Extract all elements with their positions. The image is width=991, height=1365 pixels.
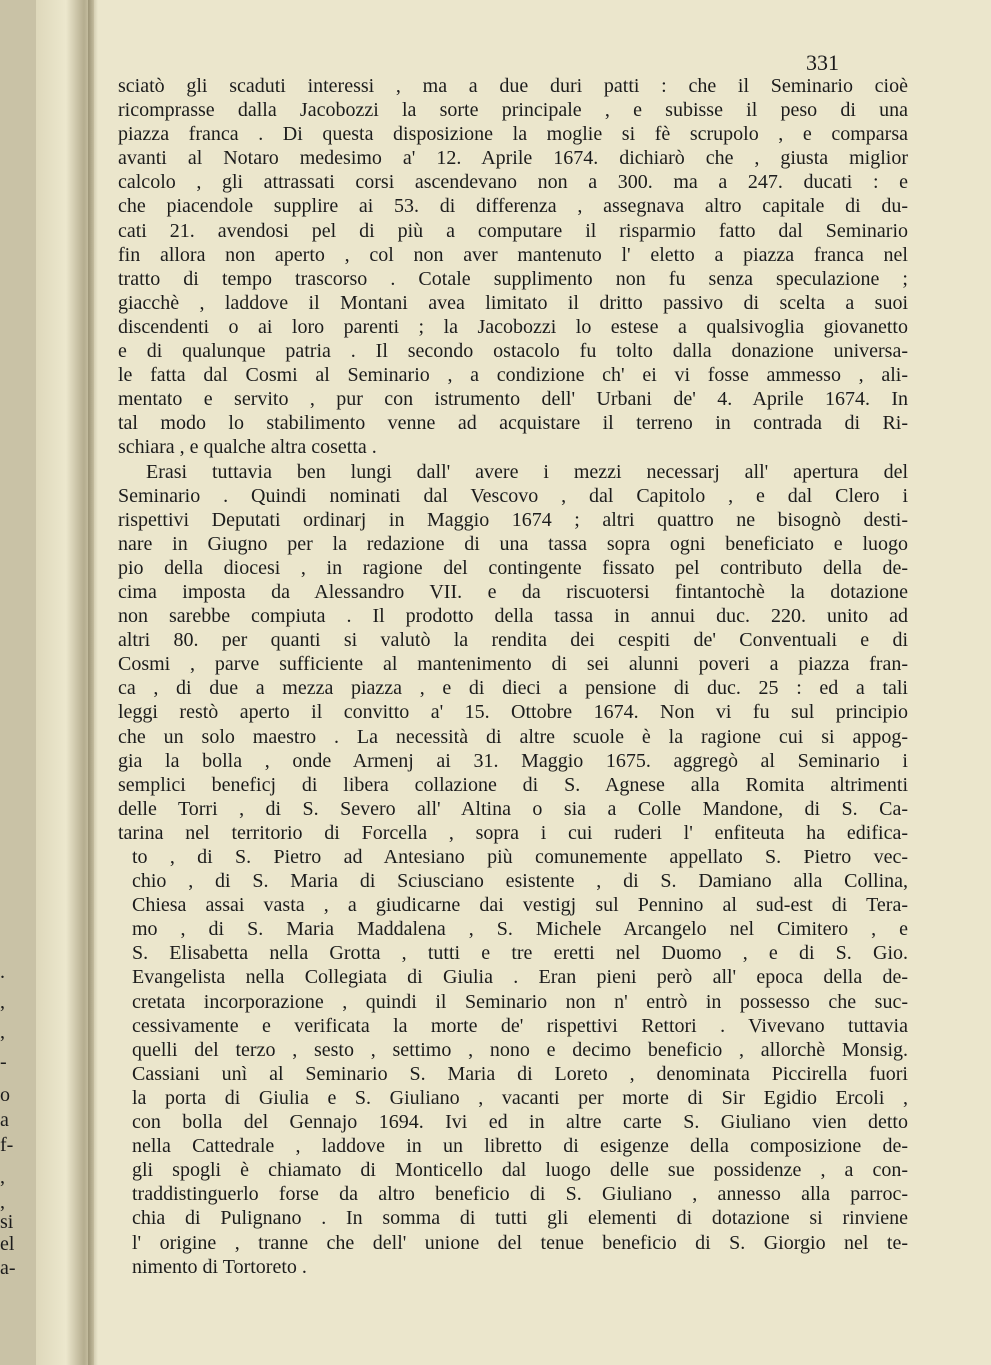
text-line-content: calcolo , gli attrassati corsi ascendevano non a 300. ma a 247. ducati : e	[118, 171, 908, 194]
page-number: 331	[806, 50, 839, 75]
text-line-content: Evangelista nella Collegiata di Giulia . Eran pieni però all' epoca della de-	[132, 966, 908, 989]
text-line-content: cessivamente e verificata la morte de' rispettivi Rettori . Vivevano tuttavia	[132, 1014, 908, 1037]
text-line-content: giacchè , laddove il Montani avea limitato il dritto passivo di scelta a suoi	[118, 291, 908, 314]
text-line-content: le fatta dal Cosmi al Seminario , a condizione ch' ei vi fosse ammesso , ali-	[118, 364, 908, 387]
page-fold-shadow	[88, 0, 98, 1365]
margin-fragment: .	[0, 961, 5, 983]
text-line	[118, 1255, 908, 1279]
text-line	[118, 797, 908, 821]
text-line-content: Chiesa assai vasta , a giudicarne dai vestigj sul Pennino al sud-est di Tera-	[132, 894, 908, 917]
text-line-content: delle Torri , di S. Severo all' Altina o sia a Colle Mandone, di S. Ca-	[118, 797, 908, 820]
margin-fragment: el	[0, 1233, 15, 1255]
text-line	[118, 122, 908, 146]
text-line-content: tal modo lo stabilimento venne ad acquistare il terreno in contrada di Ri-	[118, 412, 908, 435]
text-line	[118, 315, 908, 339]
text-line-content: Erasi tuttavia ben lungi dall' avere i mezzi necessarj all' apertura del	[146, 460, 908, 483]
text-line	[118, 1014, 908, 1038]
text-line-content: tratto di tempo trascorso . Cotale supplimento non fu senza speculazione ;	[118, 267, 908, 290]
text-line	[118, 773, 908, 797]
text-line-content: semplici beneficj di libera collazione di S. Agnese alla Romita altrimenti	[118, 773, 908, 796]
text-line	[118, 893, 908, 917]
text-line	[118, 484, 908, 508]
text-line	[118, 1038, 908, 1062]
text-line	[118, 363, 908, 387]
text-line	[118, 990, 908, 1014]
text-line	[118, 749, 908, 773]
text-line-content: chia di Pulignano . In somma di tutti gli elementi di dotazione si rinviene	[132, 1207, 908, 1230]
text-line	[118, 435, 908, 459]
text-line-content: Seminario . Quindi nominati dal Vescovo , dal Capitolo , e dal Clero i	[118, 484, 908, 507]
text-line-content: che piacendole supplire ai 53. di differenza , assegnava altro capitale di du-	[118, 195, 908, 218]
text-line	[118, 387, 908, 411]
margin-fragment: f-	[0, 1134, 14, 1156]
body-text	[118, 74, 908, 1279]
text-line-content: rispettivi Deputati ordinarj in Maggio 1674 ; altri quattro ne bisognò desti-	[118, 508, 908, 531]
text-line-content: discendenti o ai loro parenti ; la Jacobozzi lo estese a qualsivoglia giovanetto	[118, 315, 908, 338]
text-line-content: leggi restò aperto il convitto a' 15. Ottobre 1674. Non vi fu sul principio	[118, 701, 908, 724]
text-line-content: non sarebbe compiuta . Il prodotto della tassa in annui duc. 220. unito ad	[118, 605, 908, 628]
text-line	[118, 74, 908, 98]
text-line-content: fin allora non aperto , col non aver mantenuto l' eletto a piazza franca nel	[118, 243, 908, 266]
text-line	[118, 580, 908, 604]
text-line	[118, 98, 908, 122]
text-line-content: cima imposta da Alessandro VII. e da riscuotersi fintantochè la dotazione	[118, 580, 908, 603]
text-line-content: avanti al Notaro medesimo a' 12. Aprile 1674. dichiarò che , giusta miglior	[118, 147, 908, 170]
text-line	[118, 219, 908, 243]
text-line-content: nimento di Tortoreto .	[132, 1255, 307, 1278]
margin-fragment: ,	[0, 1166, 5, 1188]
page-gutter	[36, 0, 94, 1365]
text-line	[118, 869, 908, 893]
text-line-content: che un solo maestro . La necessità di altre scuole è la ragione cui si appog-	[118, 725, 908, 748]
text-line	[118, 532, 908, 556]
text-line-content: Cosmi , parve sufficiente al mantenimento di sei alunni poveri a piazza fran-	[118, 653, 908, 676]
text-line	[118, 146, 908, 170]
margin-fragment: -	[0, 1051, 7, 1073]
margin-fragment: o	[0, 1084, 10, 1106]
text-line	[118, 411, 908, 435]
text-line-content: ca , di due a mezza piazza , e di dieci a pensione di duc. 25 : ed a tali	[118, 677, 908, 700]
text-line-content: e di qualunque patria . Il secondo ostacolo fu tolto dalla donazione universa-	[118, 340, 908, 363]
text-line	[118, 628, 908, 652]
text-line-content: Cassiani unì al Seminario S. Maria di Loreto , denominata Piccirella fuori	[132, 1062, 908, 1085]
text-line-content: cati 21. avendosi pel di più a computare il risparmio fatto dal Seminario	[118, 219, 908, 242]
text-line	[118, 652, 908, 676]
text-line	[118, 508, 908, 532]
text-line	[118, 267, 908, 291]
text-line-content: S. Elisabetta nella Grotta , tutti e tre eretti nel Duomo , e di S. Gio.	[132, 942, 908, 965]
text-line	[118, 845, 908, 869]
text-line	[118, 725, 908, 749]
text-line-content: altri 80. per quanti si valutò la rendita dei cespiti de' Conventuali e di	[118, 629, 908, 652]
text-line	[118, 1158, 908, 1182]
text-line	[118, 170, 908, 194]
text-line	[118, 1062, 908, 1086]
text-line	[118, 676, 908, 700]
text-line-content: l' origine , tranne che dell' unione del tenue beneficio di S. Giorgio nel te-	[132, 1231, 908, 1254]
text-line-content: piazza franca . Di questa disposizione la moglie si fè scrupolo , e comparsa	[118, 123, 908, 146]
book-page	[36, 0, 991, 1365]
text-line-content: traddistinguerlo forse da altro beneficio di S. Giuliano , annesso alla parroc-	[132, 1183, 908, 1206]
text-line	[118, 965, 908, 989]
text-line-content: mentato e servito , pur con istrumento dell' Urbani de' 4. Aprile 1674. In	[118, 388, 908, 411]
text-line	[118, 821, 908, 845]
margin-fragment: ,	[0, 1191, 5, 1213]
text-line-content: gia la bolla , onde Armenj ai 31. Maggio 1675. aggregò al Seminario i	[118, 749, 908, 772]
text-line-content: sciatò gli scaduti interessi , ma a due duri patti : che il Seminario cioè	[118, 75, 908, 97]
text-line-content: schiara , e qualche altra cosetta .	[118, 436, 377, 459]
text-line	[118, 941, 908, 965]
text-line	[118, 243, 908, 267]
margin-fragment: a	[0, 1109, 9, 1131]
text-line-content: nella Cattedrale , laddove in un libretto di esigenze della composizione de-	[132, 1135, 908, 1158]
text-line-content: cretata incorporazione , quindi il Seminario non n' entrò in possesso che suc-	[132, 990, 908, 1013]
margin-fragment: si	[0, 1211, 14, 1233]
text-line	[118, 556, 908, 580]
text-line-content: gli spogli è chiamato di Monticello dal luogo delle sue possidenze , a con-	[132, 1159, 908, 1182]
text-line	[118, 460, 908, 484]
text-line	[118, 700, 908, 724]
margin-fragment: ,	[0, 991, 5, 1013]
text-line-content: la porta di Giulia e S. Giuliano , vacanti per morte di Sir Egidio Ercoli ,	[132, 1086, 908, 1109]
text-line-content: chio , di S. Maria di Sciusciano esistente , di S. Damiano alla Collina,	[132, 870, 908, 893]
text-line-content: to , di S. Pietro ad Antesiano più comunemente appellato S. Pietro vec-	[132, 846, 908, 868]
text-line-content: mo , di S. Maria Maddalena , S. Michele Arcangelo nel Cimitero , e	[132, 918, 908, 941]
text-line	[118, 1086, 908, 1110]
text-line	[118, 339, 908, 363]
text-line	[118, 194, 908, 218]
text-line	[118, 291, 908, 315]
text-line	[118, 1206, 908, 1230]
text-line-content: tarina nel territorio di Forcella , sopra i cui ruderi l' enfiteuta ha edifica-	[118, 821, 908, 844]
text-line-content: ricomprasse dalla Jacobozzi la sorte principale , e subisse il peso di una	[118, 99, 908, 122]
text-line	[118, 604, 908, 628]
text-line	[118, 917, 908, 941]
text-line-content: pio della diocesi , in ragione del contingente fissato pel contributo della de-	[118, 556, 908, 579]
text-line-content: nare in Giugno per la redazione di una tassa sopra ogni beneficiato e luogo	[118, 532, 908, 555]
text-line	[118, 1182, 908, 1206]
text-line	[118, 1231, 908, 1255]
margin-fragment: ,	[0, 1021, 5, 1043]
margin-fragment: a-	[0, 1257, 16, 1279]
text-line	[118, 1134, 908, 1158]
text-line	[118, 1110, 908, 1134]
text-line-content: con bolla del Gennajo 1694. Ivi ed in altre carte S. Giuliano vien detto	[132, 1111, 908, 1134]
text-line-content: quelli del terzo , sesto , settimo , nono e decimo beneficio , allorchè Monsig.	[132, 1038, 908, 1061]
